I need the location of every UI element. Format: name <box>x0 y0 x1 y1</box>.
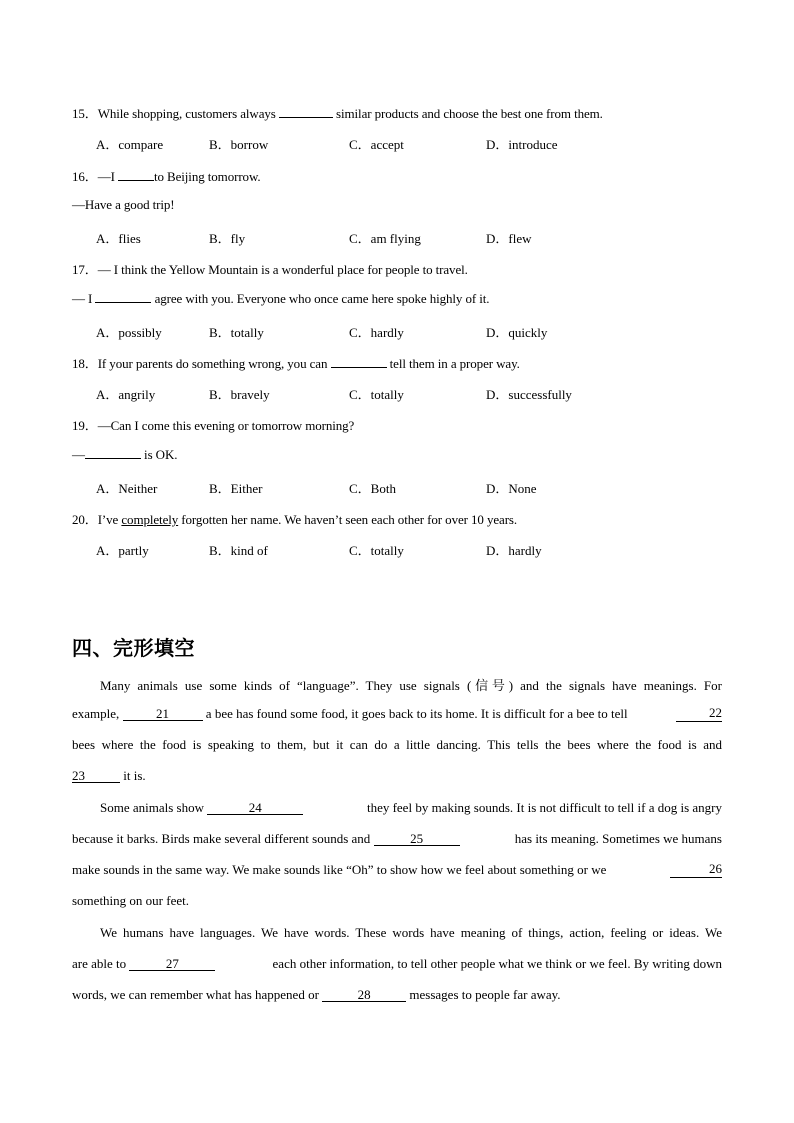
passage-line: We humans have languages. We have words. These words have meaning of things, action, feeling or ideas. We <box>100 925 722 940</box>
blank-27[interactable]: 27 <box>129 957 215 971</box>
passage-text: words, we can remember what has happened or <box>72 987 323 1002</box>
option-d[interactable]: D．quickly <box>486 325 548 340</box>
question-19 <box>72 415 354 434</box>
answer-blank[interactable] <box>95 290 151 303</box>
option-d[interactable]: D．None <box>486 481 537 496</box>
passage-text: messages to people far away. <box>406 987 561 1002</box>
passage-text: it is. <box>120 768 146 783</box>
option-c[interactable]: C．am flying <box>349 231 421 246</box>
question-18 <box>72 353 520 372</box>
question-text: to Beijing tomorrow. <box>153 169 261 184</box>
passage-line <box>72 706 722 722</box>
question-17 <box>72 259 468 278</box>
option-d[interactable]: D．introduce <box>486 137 558 152</box>
passage-text: example, <box>72 706 123 721</box>
option-a[interactable]: A．partly <box>96 543 149 558</box>
passage-line: Many animals use some kinds of “language”. They use signals (信号) and the signals have meanings. For <box>100 678 722 693</box>
option-c[interactable]: C．Both <box>349 481 396 496</box>
question-text: — I think the Yellow Mountain is a wonderful place for people to travel. <box>97 262 468 277</box>
passage-line <box>72 768 722 784</box>
option-d[interactable]: D．flew <box>486 231 532 246</box>
answer-blank[interactable] <box>279 105 333 118</box>
question-text: agree with you. Everyone who once came here spoke highly of it. <box>151 291 490 306</box>
question-text: similar products and choose the best one from them. <box>332 106 603 121</box>
answer-blank[interactable] <box>85 446 141 459</box>
passage-text: each other information, to tell other people what we think or we feel. By writing down <box>272 956 722 971</box>
question-text: If your parents do something wrong, you can <box>97 356 331 371</box>
option-b[interactable]: B．totally <box>209 325 264 340</box>
passage-text: make sounds in the same way. We make sounds like “Oh” to show how we feel about something or we <box>72 862 607 877</box>
section-title: 四、完形填空 <box>72 636 195 660</box>
answer-blank[interactable] <box>331 355 387 368</box>
option-d[interactable]: D．successfully <box>486 387 572 402</box>
option-a[interactable]: A．angrily <box>96 387 156 402</box>
question-20 <box>72 509 517 528</box>
question-text: —I <box>97 169 118 184</box>
passage-line <box>72 987 722 1003</box>
option-b[interactable]: B．kind of <box>209 543 268 558</box>
blank-28[interactable]: 28 <box>322 988 406 1002</box>
blank-22[interactable]: 22 <box>676 706 722 722</box>
option-a[interactable]: A．compare <box>96 137 164 152</box>
question-number: 17． <box>72 262 98 277</box>
blank-25[interactable]: 25 <box>374 832 460 846</box>
passage-line <box>100 800 722 816</box>
option-c[interactable]: C．accept <box>349 137 404 152</box>
option-b[interactable]: B．bravely <box>209 387 270 402</box>
passage-text: a bee has found some food, it goes back to its home. It is difficult for a bee to tell <box>202 706 628 721</box>
blank-24[interactable]: 24 <box>207 801 303 815</box>
option-a[interactable]: A．flies <box>96 231 141 246</box>
option-b[interactable]: B．borrow <box>209 137 269 152</box>
passage-line <box>72 862 722 878</box>
question-15 <box>72 103 603 122</box>
option-c[interactable]: C．hardly <box>349 325 404 340</box>
question-16-reply: —Have a good trip! <box>72 197 175 212</box>
question-text: forgotten her name. We haven’t seen each other for over 10 years. <box>178 512 518 527</box>
passage-line <box>72 831 722 847</box>
option-a[interactable]: A．Neither <box>96 481 158 496</box>
question-text: tell them in a proper way. <box>386 356 520 371</box>
question-text: — <box>72 447 85 462</box>
question-number: 20． <box>72 512 98 527</box>
blank-26[interactable]: 26 <box>670 862 722 878</box>
option-b[interactable]: B．Either <box>209 481 263 496</box>
blank-21[interactable]: 21 <box>123 707 203 721</box>
passage-line: something on our feet. <box>72 893 189 908</box>
option-b[interactable]: B．fly <box>209 231 246 246</box>
passage-text: Some animals show <box>100 800 208 815</box>
question-text: is OK. <box>140 447 178 462</box>
question-number: 15． <box>72 106 98 121</box>
question-text: —Can I come this evening or tomorrow morning? <box>97 418 355 433</box>
blank-23[interactable]: 23 <box>72 769 120 783</box>
passage-text: because it barks. Birds make several different sounds and <box>72 831 374 846</box>
option-d[interactable]: D．hardly <box>486 543 542 558</box>
passage-line: bees where the food is speaking to them, but it can do a little dancing. This tells the bees where the food is and <box>72 737 722 752</box>
question-number: 16． <box>72 169 98 184</box>
option-a[interactable]: A．possibly <box>96 325 162 340</box>
passage-text: they feel by making sounds. It is not difficult to tell if a dog is angry <box>366 800 722 815</box>
question-number: 18． <box>72 356 98 371</box>
underlined-word: completely <box>121 512 179 527</box>
question-17-reply <box>72 290 489 307</box>
passage-line <box>72 956 722 972</box>
option-c[interactable]: C．totally <box>349 387 404 402</box>
passage-text: are able to <box>72 956 130 971</box>
option-c[interactable]: C．totally <box>349 543 404 558</box>
question-number: 19． <box>72 418 98 433</box>
question-19-reply <box>72 446 177 463</box>
question-16 <box>72 166 261 185</box>
question-text: — I <box>72 291 96 306</box>
question-text: I’ve <box>97 512 122 527</box>
question-text: While shopping, customers always <box>97 106 279 121</box>
answer-blank[interactable] <box>118 168 154 181</box>
passage-text: has its meaning. Sometimes we humans <box>514 831 722 846</box>
